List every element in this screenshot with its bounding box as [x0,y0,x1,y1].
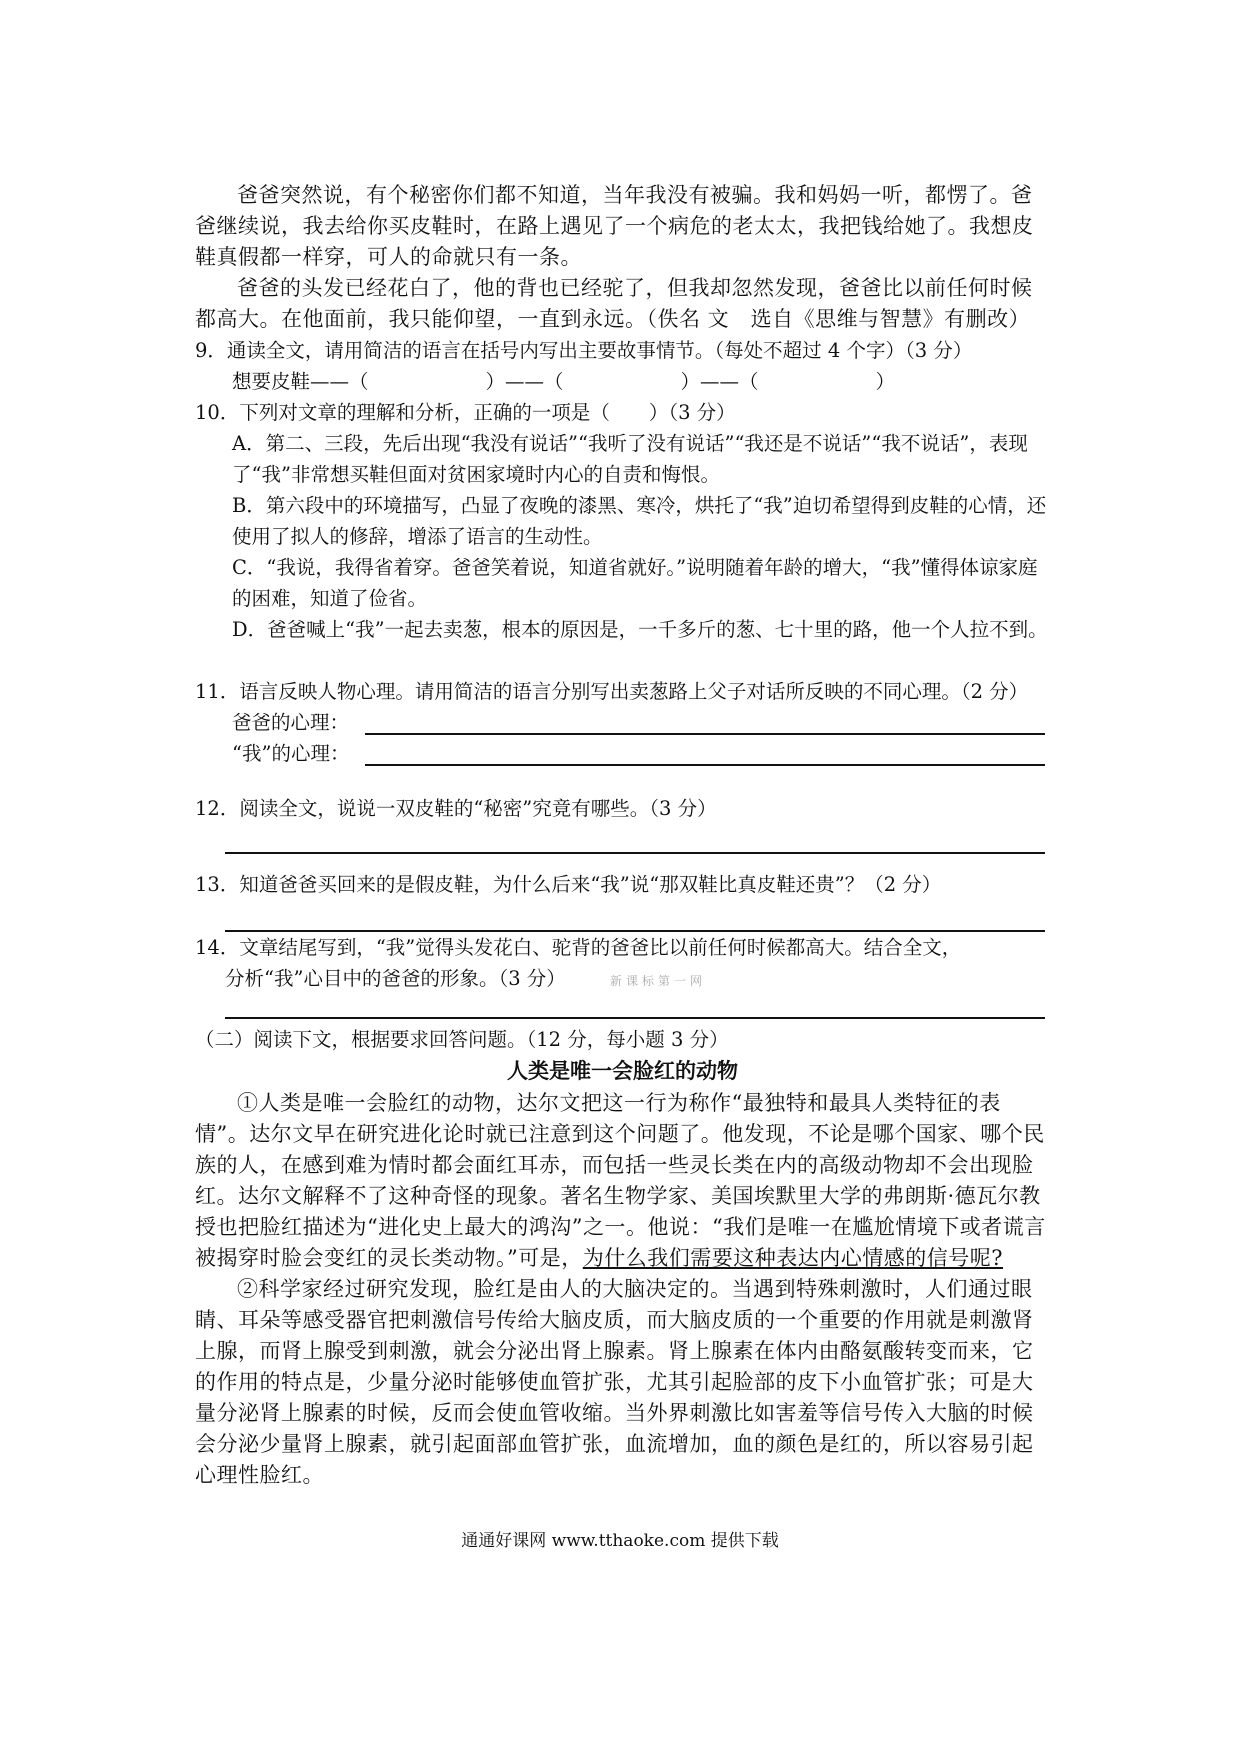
question-10-option-c: C．“我说，我得省着穿。爸爸笑着说，知道省就好。”说明随着年龄的增大，“我”懂得体谅家庭的困难，知道了俭省。 [232,556,1038,610]
underlined-question: 为什么我们需要这种表达内心情感的信号呢? [582,1246,1003,1270]
question-10: 10．下列对文章的理解和分析，正确的一项是（ ）（3 分） [195,401,736,424]
question-10-option-b: B．第六段中的环境描写，凸显了夜晚的漆黑、寒冷，烘托了“我”迫切希望得到皮鞋的心情，还使用了拟人的修辞，增添了语言的生动性。 [232,494,1047,548]
question-13: 13．知道爸爸买回来的是假皮鞋，为什么后来“我”说“那双鞋比真皮鞋还贵”？（2 分） [195,873,942,896]
question-11-me-label: “我”的心理： [232,742,350,765]
question-11: 11．语言反映人物心理。请用简洁的语言分别写出卖葱路上父子对话所反映的不同心理。（2 分） [195,680,1029,703]
question-14: 14．文章结尾写到，“我”觉得头发花白、驼背的爸爸比以前任何时候都高大。结合全文， [195,936,962,959]
article-paragraph-1-text: ①人类是唯一会脸红的动物，达尔文把这一行为称作“最独特和最具人类特征的表情”。达尔文早在研究进化论时就已注意到这个问题了。他发现，不论是哪个国家、哪个民族的人，在感到难为情时都会面红耳赤，而包括一些灵长类在内的高级动物却不会出现脸红。达尔文解释不了这种奇怪的现象。著名生物学家、美国埃默里大学的弗朗斯·德瓦尔教授也把脸红描述为“进化史上最大的鸿沟”之一。他说：“我们是唯一在尴尬情境下或者谎言被揭穿时脸会变红的灵长类动物。”可是， [195,1091,1046,1270]
question-11-dad-label: 爸爸的心理： [232,711,350,734]
question-10-option-a: A．第二、三段，先后出现“我没有说话”“我听了没有说话”“我还是不说话”“我不说话”，表现了“我”非常想买鞋但面对贫困家境时内心的自责和悔恨。 [232,432,1028,486]
question-10-option-d: D．爸爸喊上“我”一起去卖葱，根本的原因是，一千多斤的葱、七十里的路，他一个人拉不到。 [232,618,1048,641]
story-paragraph-1: 爸爸突然说，有个秘密你们都不知道，当年我没有被骗。我和妈妈一听，都愣了。爸爸继续说，我去给你买皮鞋时，在路上遇见了一个病危的老太太，我把钱给她了。我想皮鞋真假都一样穿，可人的命就只有一条。 [195,183,1034,269]
answer-line [365,764,1045,766]
article-title: 人类是唯一会脸红的动物 [507,1058,738,1083]
question-12: 12．阅读全文，说说一双皮鞋的“秘密”究竟有哪些。（3 分） [195,797,717,820]
article-paragraph-2: ②科学家经过研究发现，脸红是由人的大脑决定的。当遇到特殊刺激时，人们通过眼睛、耳朵等感受器官把刺激信号传给大脑皮质，而大脑皮质的一个重要的作用就是刺激肾上腺，而肾上腺受到刺激，就会分泌出肾上腺素。肾上腺素在体内由酪氨酸转变而来，它的作用的特点是，少量分泌时能够使血管扩张，尤其引起脸部的皮下小血管扩张；可是大量分泌肾上腺素的时候，反而会使血管收缩。当外界刺激比如害羞等信号传入大脑的时候会分泌少量肾上腺素，就引起面部血管扩张，血流增加，血的颜色是红的，所以容易引起心理性脸红。 [195,1277,1034,1487]
question-9: 9．通读全文，请用简洁的语言在括号内写出主要故事情节。（每处不超过 4 个字）（3 分） [195,339,973,362]
section-2-intro: （二）阅读下文，根据要求回答问题。（12 分，每小题 3 分） [195,1028,729,1051]
article-paragraph-1 [195,1088,1050,1274]
answer-line [365,733,1045,735]
question-9-blanks: 想要皮鞋——（ ）——（ ）——（ ） [232,370,896,393]
answer-line [225,852,1045,854]
question-14-continued: 分析“我”心目中的爸爸的形象。（3 分） [225,967,566,990]
story-paragraph-2: 爸爸的头发已经花白了，他的背也已经驼了，但我却忽然发现，爸爸比以前任何时候都高大。在他面前，我只能仰望，一直到永远。（佚名 文 选自《思维与智慧》有删改） [195,276,1033,331]
page-footer: 通通好课网 www.tthaoke.com 提供下载 [461,1531,779,1551]
answer-line [225,1017,1045,1019]
watermark: 新课标第一网 [610,974,707,988]
